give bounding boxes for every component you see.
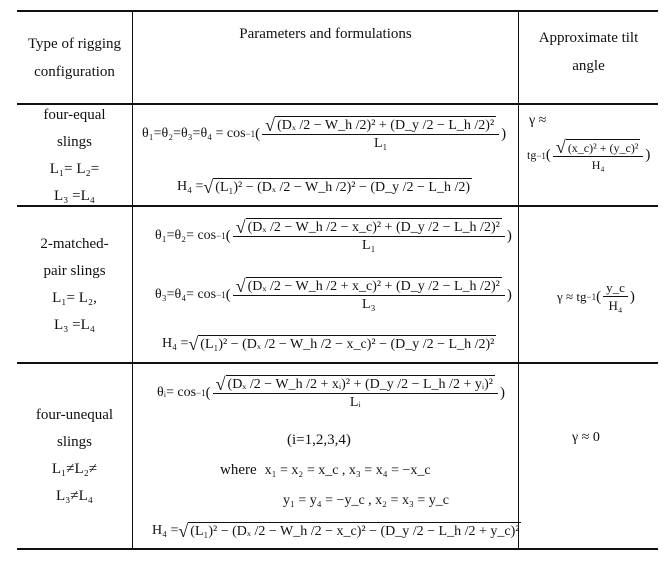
row2-tilt-lhs: γ ≈ tg [557,289,587,304]
row1-tilt-frac: √ (x_c)² + (y_c)² H₄ [553,138,644,173]
row2-tilt-frac [603,280,628,314]
row3-label-line1: four-unequal [35,407,114,423]
row2-label-line4: L₃ =L₄ [54,316,95,333]
row2-theta12-num: (Dₓ /2 − W_h /2 − x_c)² + (D_y /2 − L_h /2)² [247,220,500,235]
row1-theta-formula: θ₁=θ₂=θ₃=θ₄ = cos −1 ( √ (Dₓ /2 − W_h /2)² + (D_y /2 − L_h /2)² L₁ ) [142,115,507,151]
row2-label-line2: pair slings [43,262,106,279]
row3-tilt: γ ≈ 0 [572,430,600,445]
rigging-table [17,10,658,550]
row3-label [17,364,132,548]
row1-label-line2: slings [56,134,92,150]
row2-theta34-num: (Dₓ /2 − W_h /2 + x_c)² + (D_y /2 − L_h /2)² [247,279,500,294]
row1-tilt-prefix: γ ≈ [529,113,547,128]
row3-h-lhs: H₄ = [152,523,179,538]
row2-h-lhs: H₄ = [162,336,189,351]
row2-label-line1: 2-matched- [40,235,109,252]
row1-h-lhs: H₄ = [177,179,204,194]
row3-where-x [220,462,431,479]
header-col1 [17,12,132,103]
row1-theta-num: (Dₓ /2 − W_h /2)² + (D_y /2 − L_h /2)² [277,118,495,133]
row2-theta12-den: L₁ [362,238,376,253]
row2-theta34-frac: √ (Dₓ /2 − W_h /2 + x_c)² + (D_y /2 − L_h /2)² L₃ [233,277,505,313]
row3-theta-frac: √ (Dₓ /2 − W_h /2 + xᵢ)² + (D_y /2 − L_h /2 + yᵢ)² Lᵢ [213,375,498,411]
row3-h-formula: H₄ = √ (L₁)² − (Dₓ /2 − W_h /2 − x_c)² − (D_y /2 − L_h /2 + y_c)² [152,521,520,541]
row2-theta12-formula: θ₁=θ₂= cos −1 ( √ (Dₓ /2 − W_h /2 − x_c)² + (D_y /2 − L_h /2)² L₁ ) [155,217,512,253]
row1-theta-den: L₁ [373,136,388,151]
rule-bottom [17,548,658,550]
row1-theta-lhs: θ₁=θ₂=θ₃=θ₄ = cos [142,126,246,141]
row2-label-line3: L₁= L₂, [52,289,97,306]
row3-theta-den: Lᵢ [349,395,361,410]
row2-theta34-lhs: θ₃=θ₄= cos [155,287,217,302]
row2-tilt-formula: γ ≈ tg −1 ( $\frac{y\_c}{\text{H₄}}$ ) [557,280,635,313]
row2-tilt-den: H₄ [608,298,623,313]
row1-tilt-den: H₄ [591,158,605,172]
row3-theta-formula: θᵢ= cos −1 ( √ (Dₓ /2 − W_h /2 + xᵢ)² + (D_y /2 − L_h /2 + yᵢ)² Lᵢ ) [157,374,505,410]
row3-h-expr: (L₁)² − (Dₓ /2 − W_h /2 − x_c)² − (D_y /2 − L_h /2 + y_c)² [190,524,520,539]
row2-h-formula: H₄ = √ (L₁)² − (Dₓ /2 − W_h /2 − x_c)² − (D_y /2 − L_h /2)² [162,334,495,354]
row1-inv-exp: −1 [245,129,256,139]
row1-theta-frac: √ (Dₓ /2 − W_h /2)² + (D_y /2 − L_h /2)² L₁ [262,116,499,152]
row1-h-expr: (L₁)² − (Dₓ /2 − W_h /2)² − (D_y /2 − L_h /2) [215,180,471,195]
row1-tilt-num: (x_c)² + (y_c)² [567,140,639,155]
row3-label-line4: L₃≠L₄ [55,488,94,504]
row2-theta34-formula: θ₃=θ₄= cos −1 ( √ (Dₓ /2 − W_h /2 + x_c)² + (D_y /2 − L_h /2)² L₃ ) [155,276,512,312]
row1-label-line4: L₃ =L₄ [54,188,95,204]
row2-theta12-lhs: θ₁=θ₂= cos [155,228,217,243]
header-col1-text: Type of rigging configuration [27,35,122,80]
row3-where-word: where [220,462,257,478]
row3-where-y: y₁ = y₄ = −y_c , x₂ = x₃ = y_c [283,493,449,508]
row3-theta-num: (Dₓ /2 − W_h /2 + xᵢ)² + (D_y /2 − L_h /2 + yᵢ)² [227,377,493,392]
row2-label [17,207,132,362]
row2-theta34-den: L₃ [362,297,376,312]
row1-label [17,107,132,205]
row1-h-formula: H₄ = √ (L₁)² − (Dₓ /2 − W_h /2)² − (D_y /2 − L_h /2) [177,177,471,197]
row3-label-line3: L₁≠L₂≠ [51,461,98,477]
header-col2-text: Parameters and formulations [239,26,412,42]
header-col3 [519,12,658,103]
row2-tilt-num: y_c [603,280,628,297]
row3-index-note: (i=1,2,3,4) [287,432,351,448]
row3-where-x-expr: x₁ = x₂ = x_c , x₃ = x₄ = −x_c [264,462,431,478]
row2-h-expr: (L₁)² − (Dₓ /2 − W_h /2 − x_c)² − (D_y /2 − L_h /2)² [200,337,495,352]
row1-tilt-formula: tg −1 ( √ (x_c)² + (y_c)² H₄ ) [527,137,651,172]
header-col3-text: Approximate tilt angle [538,30,639,74]
row1-label-line3: L₁= L₂= [49,161,100,177]
row1-label-line1: four-equal [43,107,106,123]
row1-tilt-tg: tg [527,148,537,162]
row3-label-line2: slings [56,434,92,450]
row3-theta-lhs: θᵢ= cos [157,385,197,400]
header-col2 [133,18,518,50]
row2-theta12-frac: √ (Dₓ /2 − W_h /2 − x_c)² + (D_y /2 − L_h /2)² L₁ [233,218,505,254]
rule-header [17,103,658,105]
col-divider-1 [132,10,133,550]
